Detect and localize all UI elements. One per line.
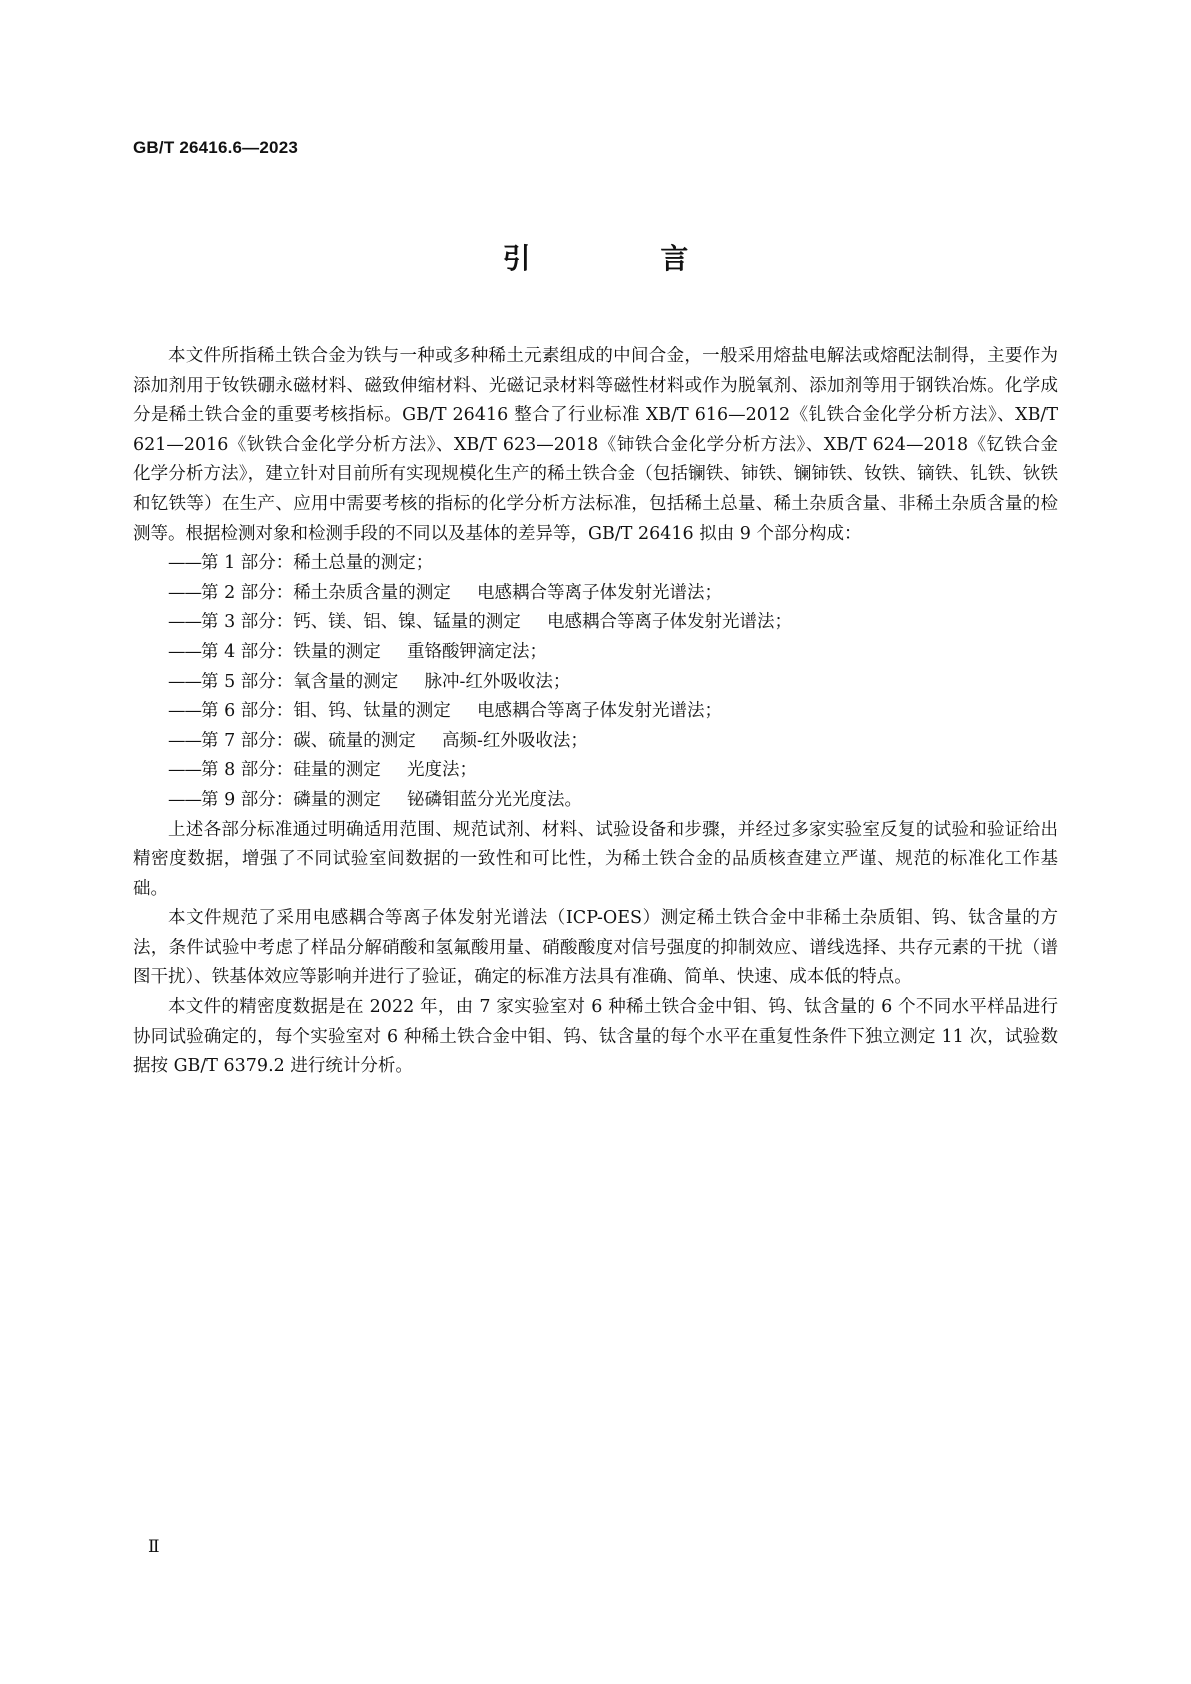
method-paragraph: 本文件规范了采用电感耦合等离子体发射光谱法（ICP-OES）测定稀土铁合金中非稀土杂质钼、钨、钛含量的方法，条件试验中考虑了样品分解硝酸和氢氟酸用量、硝酸酸度对信号强度的抑制效应、谱线选择、共存元素的干扰（谱图干扰）、铁基体效应等影响并进行了验证，确定的标准方法具有准确、简单、快速、成本低的特点。 (133, 908, 1058, 988)
part-name: 第 8 部分：硅量的测定 (201, 760, 381, 781)
list-item (133, 786, 1058, 816)
list-item (133, 549, 1058, 579)
list-item (133, 608, 1058, 638)
part-method: 电感耦合等离子体发射光谱法； (477, 582, 723, 603)
document-body (133, 342, 1058, 1082)
list-dash: —— (168, 789, 201, 810)
part-name: 第 9 部分：磷量的测定 (201, 789, 381, 810)
part-method: 光度法； (407, 760, 478, 781)
intro-paragraph: 本文件所指稀土铁合金为铁与一种或多种稀土元素组成的中间合金，一般采用熔盐电解法或熔配法制得，主要作为添加剂用于钕铁硼永磁材料、磁致伸缩材料、光磁记录材料等磁性材料或作为脱氧剂、添加剂等用于钢铁冶炼。化学成分是稀土铁合金的重要考核指标。GB/T 26416 整合了行业标准 XB/T 616—2012《钆铁合金化学分析方法》、XB/T 621—2016《钬铁合金化学分析方法》、XB/T 623—2018《铈铁合金化学分析方法》、XB/T 624—2018《钇铁合金化学分析方法》，建立针对目前所有实现规模化生产的稀土铁合金（包括镧铁、铈铁、镧铈铁、钕铁、镝铁、钆铁、钬铁和钇铁等）在生产、应用中需要考核的指标的化学分析方法标准，包括稀土总量、稀土杂质含量、非稀土杂质含量的检测等。根据检测对象和检测手段的不同以及基体的差异等，GB/T 26416 拟由 9 个部分构成： (133, 346, 1058, 544)
part-method: 高频-红外吸收法； (442, 730, 588, 751)
list-dash: —— (168, 582, 201, 603)
list-dash: —— (168, 730, 201, 751)
part-name: 第 1 部分：稀土总量的测定； (201, 553, 434, 574)
list-dash: —— (168, 671, 201, 692)
part-name: 第 5 部分：氧含量的测定 (201, 671, 399, 692)
list-item (133, 579, 1058, 609)
part-name: 第 3 部分：钙、镁、铝、镍、锰量的测定 (201, 612, 521, 633)
list-dash: —— (168, 553, 201, 574)
parts-list (133, 549, 1058, 815)
list-dash: —— (168, 760, 201, 781)
page-title: 引 言 (502, 242, 749, 275)
part-name: 第 6 部分：钼、钨、钛量的测定 (201, 701, 451, 722)
part-name: 第 4 部分：铁量的测定 (201, 641, 381, 662)
list-dash: —— (168, 612, 201, 633)
list-dash: —— (168, 701, 201, 722)
precision-paragraph: 本文件的精密度数据是在 2022 年，由 7 家实验室对 6 种稀土铁合金中钼、钨、钛含量的 6 个不同水平样品进行协同试验确定的，每个实验室对 6 种稀土铁合金中钼、钨、钛含量的每个水平在重复性条件下独立测定 11 次，试验数据按 GB/T 6379.2 进行统计分析。 (133, 997, 1058, 1077)
part-method: 铋磷钼蓝分光光度法。 (407, 789, 583, 810)
list-item (133, 697, 1058, 727)
part-method: 重铬酸钾滴定法； (407, 641, 548, 662)
list-item (133, 756, 1058, 786)
part-method: 脉冲-红外吸收法； (424, 671, 571, 692)
part-name: 第 7 部分：碳、硫量的测定 (201, 730, 416, 751)
list-item (133, 727, 1058, 757)
list-item (133, 668, 1058, 698)
standard-code: GB/T 26416.6—2023 (133, 138, 298, 157)
list-item (133, 638, 1058, 668)
part-method: 电感耦合等离子体发射光谱法； (547, 612, 793, 633)
validation-paragraph: 上述各部分标准通过明确适用范围、规范试剂、材料、试验设备和步骤，并经过多家实验室反复的试验和验证给出精密度数据，增强了不同试验室间数据的一致性和可比性，为稀土铁合金的品质核查建立严谨、规范的标准化工作基础。 (133, 819, 1058, 899)
page-number: Ⅱ (148, 1537, 160, 1557)
list-dash: —— (168, 641, 201, 662)
part-method: 电感耦合等离子体发射光谱法； (477, 701, 723, 722)
part-name: 第 2 部分：稀土杂质含量的测定 (201, 582, 451, 603)
